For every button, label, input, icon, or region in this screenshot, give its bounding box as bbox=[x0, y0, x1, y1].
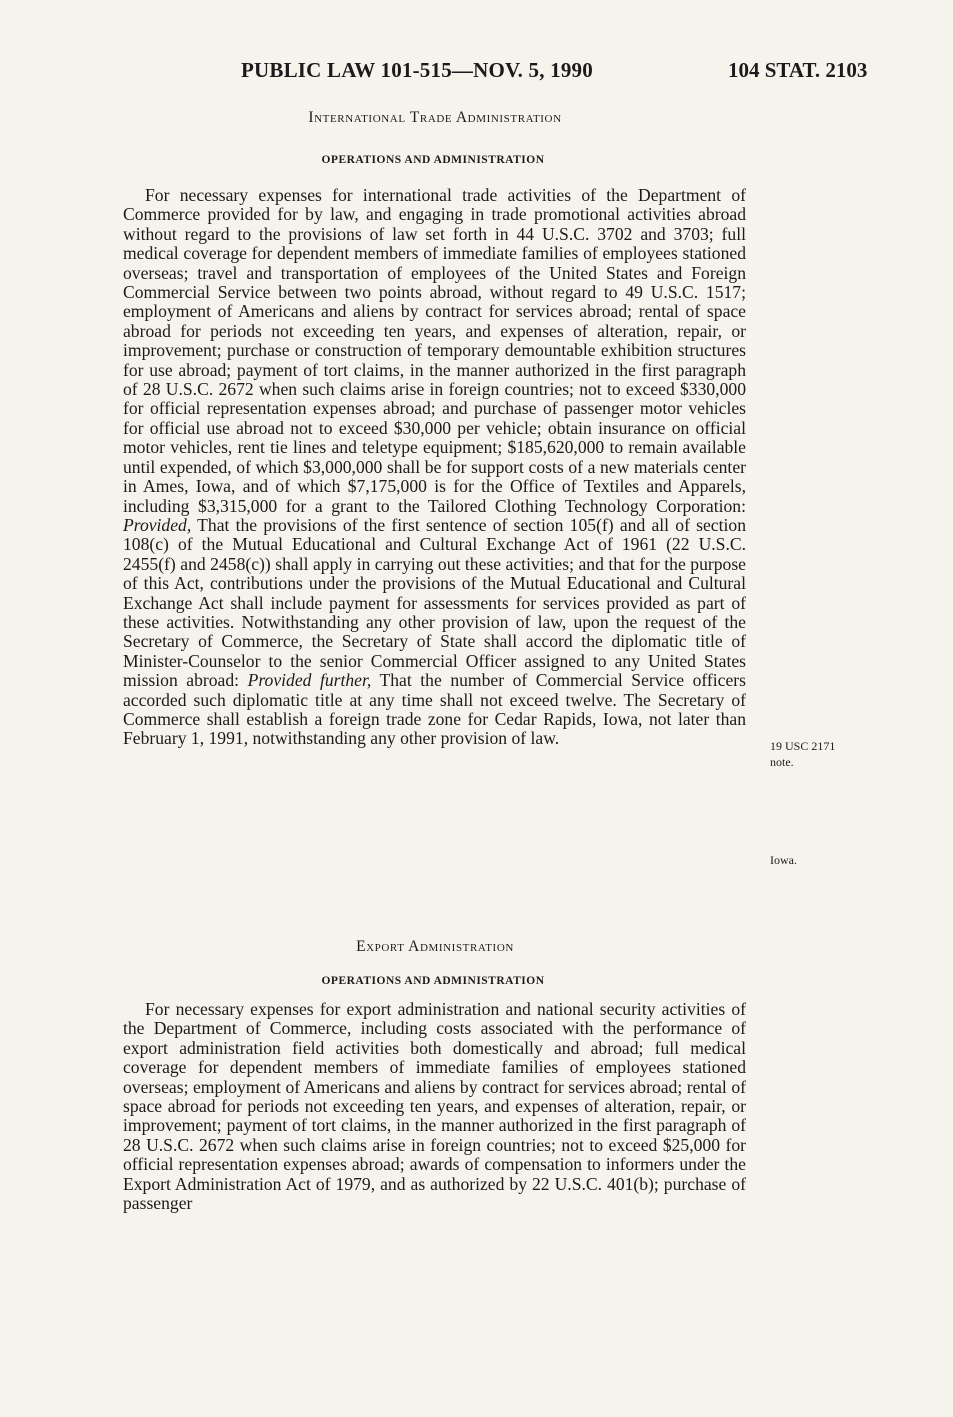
margin-note-usc-line2: note. bbox=[770, 755, 794, 769]
ita-text-part2: That the provisions of the first sentence of section 105(f) and all of section 108(c) of the Mutual Educational and Cultural Exchange Act of 1961 (22 U.S.C. 2455(f) and 2458(c)) shall apply in carrying out these activities; and that for the purpose of this Act, contributions under the provisions of the Mutual Educational and Cultural Exchange Act shall include payment for assessments for services provided as part of these activities. Notwithstanding any other provision of law, upon the request of the Secretary of Commerce, the Secretary of State shall accord the diplomatic title of Minister-Counselor to the senior Commercial Officer assigned to any United States mission abroad: bbox=[123, 514, 746, 691]
export-text: For necessary expenses for export administration and national security activities of the Department of Commerce, including costs associated with the performance of export administration field activities both domestically and abroad; full medical coverage for dependent members of immediate families of employees stationed overseas; employment of Americans and aliens by contract for services abroad; rental of space abroad for periods not exceeding ten years, and expenses of alteration, repair, or improvement; payment of tort claims, in the manner authorized in the first paragraph of 28 U.S.C. 2672 when such claims arise in foreign countries; not to exceed $25,000 for official representation expenses abroad; awards of compensation to informers under the Export Administration Act of 1979, and as authorized by 22 U.S.C. 401(b); purchase of passenger bbox=[123, 999, 746, 1214]
ita-text-part3: That the number of Commercial Service officers accorded such diplomatic title at any time shall not exceed twelve. The Secretary of Commerce shall establish a foreign trade zone for Cedar Rapids, Iowa, not later than February 1, 1991, notwithstanding any other provision of law. bbox=[123, 670, 747, 749]
subheading-operations-administration: OPERATIONS AND ADMINISTRATION bbox=[321, 154, 545, 166]
public-law-header: PUBLIC LAW 101-515—NOV. 5, 1990 bbox=[241, 58, 593, 82]
export-paragraph bbox=[123, 1000, 746, 1213]
margin-note-usc-line1: 19 USC 2171 bbox=[770, 739, 836, 753]
agency-heading-export-administration: Export Administration bbox=[356, 938, 514, 955]
agency-heading-international-trade: International Trade Administration bbox=[308, 109, 562, 126]
ita-text-part1: For necessary expenses for international trade activities of the Department of Commerce provided for by law, and engaging in trade promotional activities abroad without regard to the provisions of law set forth in 44 U.S.C. 3702 and 3703; full medical coverage for dependent members of immediate families of employees stationed overseas; travel and transportation of employees of the United States and Foreign Commercial Service between two points abroad, without regard to 49 U.S.C. 1517; employment of Americans and aliens by contract for services abroad; rental of space abroad for periods not exceeding ten years, and expenses of alteration, repair, or improvement; purchase or construction of temporary demountable exhibition structures for use abroad; payment of tort claims, in the manner authorized in the first paragraph of 28 U.S.C. 2672 when such claims arise in foreign countries; not to exceed $330,000 for official representation expenses abroad; and purchase of passenger motor vehicles for official use abroad not to exceed $30,000 per vehicle; obtain insurance on official motor vehicles, rent tie lines and teletype equipment; $185,620,000 to remain available until expended, of which $3,000,000 shall be for support costs of a new materials center in Ames, Iowa, and of which $7,175,000 is for the Office of Textiles and Apparels, including $3,315,000 for a grant to the Tailored Clothing Technology Corporation: bbox=[123, 185, 746, 516]
proviso-italic: Provided, bbox=[123, 514, 192, 535]
statute-page-number: 104 STAT. 2103 bbox=[728, 58, 868, 82]
ita-paragraph bbox=[123, 186, 746, 749]
margin-note-iowa: Iowa. bbox=[770, 853, 797, 867]
subheading-operations-administration-2: OPERATIONS AND ADMINISTRATION bbox=[321, 975, 545, 987]
margin-note-usc bbox=[770, 738, 835, 770]
proviso-further-italic: Provided further, bbox=[247, 670, 372, 691]
